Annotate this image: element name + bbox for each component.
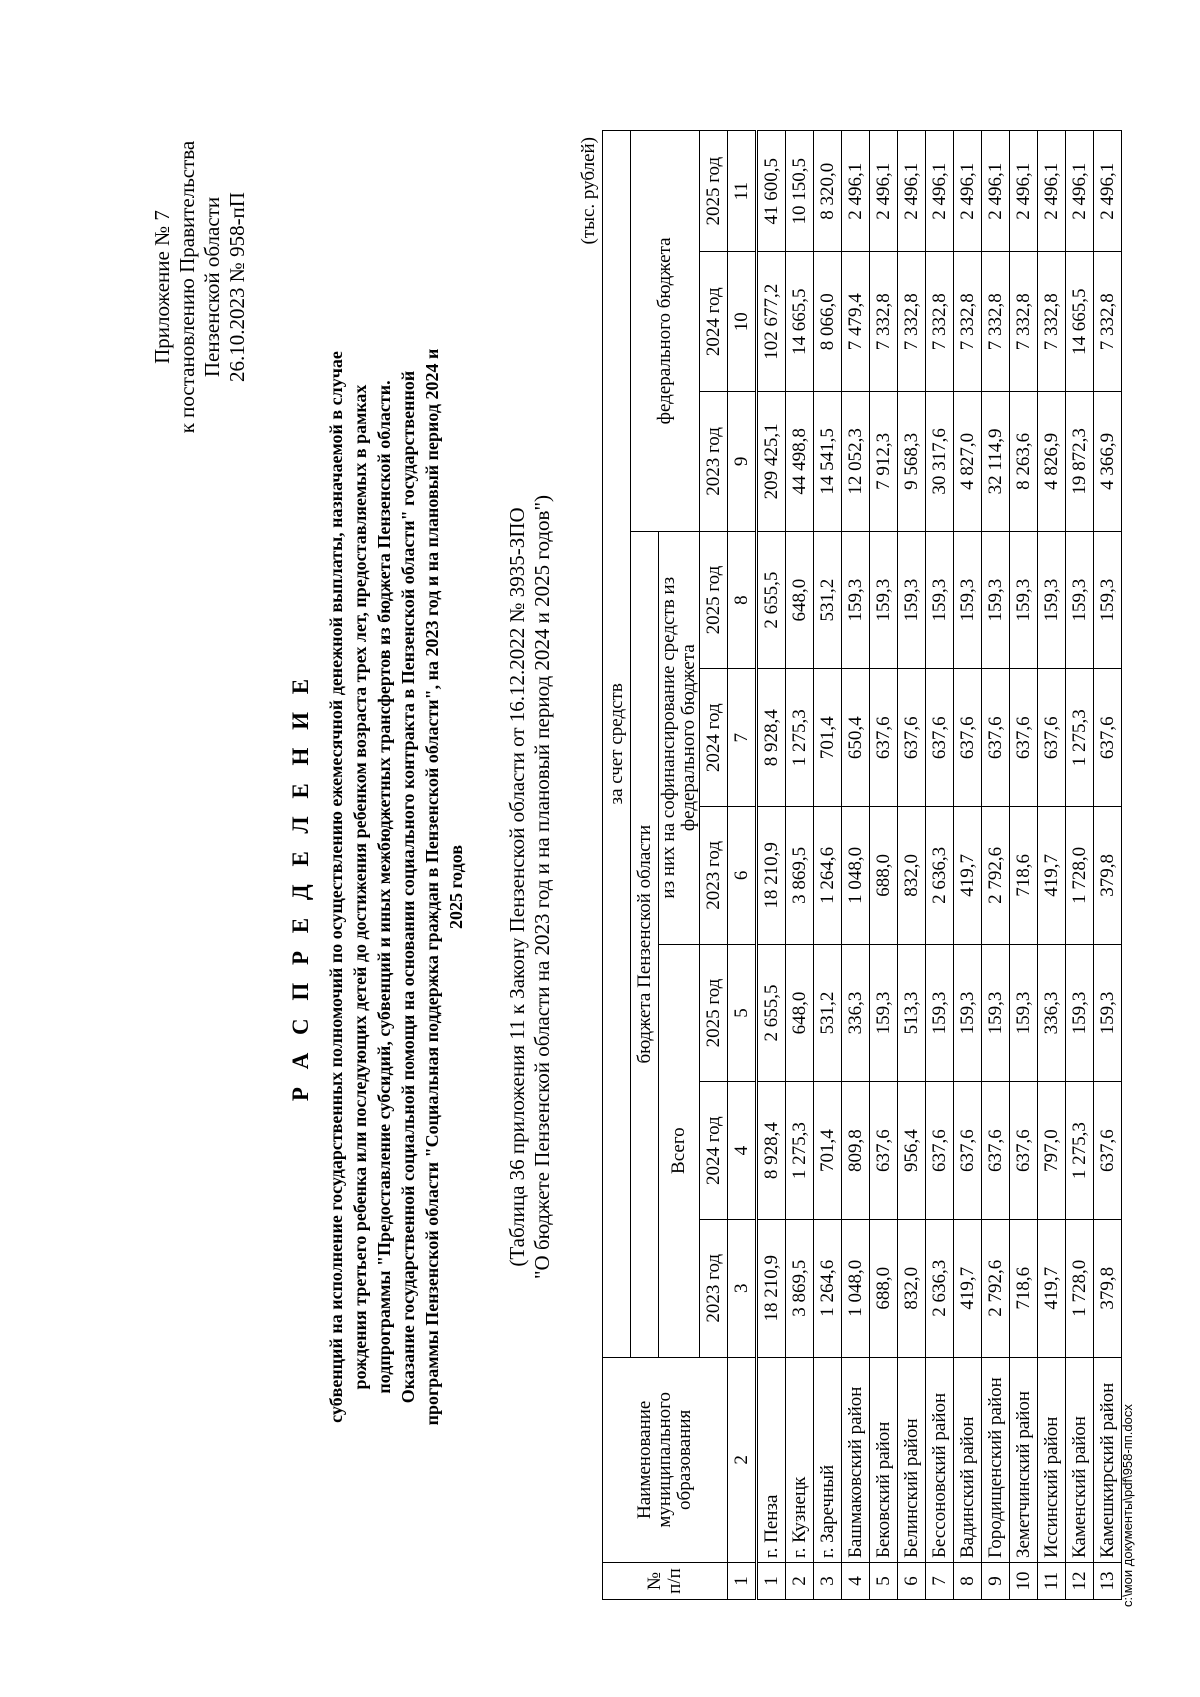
appendix-number: Приложение № 7	[150, 210, 174, 364]
column-number: 5	[728, 944, 757, 1082]
row-number: 1	[757, 1563, 786, 1600]
amount-cell: 637,6	[870, 669, 898, 807]
amount-cell: 7 332,8	[870, 252, 898, 392]
amount-cell: 718,6	[1010, 1219, 1038, 1357]
column-number: 9	[728, 392, 757, 532]
amount-cell: 637,6	[926, 1082, 954, 1220]
title-line: рождения третьего ребенка или последующих детей до достижения ребенком возраста трех лет, предоставляемых в рамках	[350, 384, 370, 1390]
amount-cell: 1 275,3	[786, 1082, 814, 1220]
amount-cell: 2 496,1	[1010, 131, 1038, 252]
amount-cell: 159,3	[1094, 531, 1122, 669]
amount-cell: 2 655,5	[757, 944, 786, 1082]
appendix-header	[150, 127, 250, 447]
law-reference-line: (Таблица 36 приложения 11 к Закону Пензенской области от 16.12.2022 № 3935-ЗПО	[505, 507, 529, 1267]
amount-cell: 419,7	[954, 807, 982, 945]
amount-cell: 7 332,8	[1094, 252, 1122, 392]
amount-cell: 832,0	[898, 1219, 926, 1357]
title-line: Оказание государственной социальной помощи на основании социального контракта в Пензенской области" государственной	[398, 370, 418, 1404]
column-number: 6	[728, 807, 757, 945]
title-line: 2025 годов	[446, 844, 466, 930]
amount-cell: 14 541,5	[814, 392, 842, 532]
amount-cell: 7 912,3	[870, 392, 898, 532]
table-row	[757, 131, 786, 1600]
table-body	[728, 131, 1122, 1600]
amount-cell: 637,6	[982, 1082, 1010, 1220]
table-row	[954, 131, 982, 1600]
amount-cell: 18 210,9	[757, 807, 786, 945]
row-number: 6	[898, 1563, 926, 1600]
header-year: 2024 год	[700, 252, 728, 392]
title-line: субвенций на исполнение государственных полномочий по осуществлению ежемесячной денежной выплаты, назначаемой в случае	[326, 351, 346, 1423]
amount-cell: 797,0	[1038, 1082, 1066, 1220]
table-row	[926, 131, 954, 1600]
amount-cell: 159,3	[1038, 531, 1066, 669]
amount-cell: 336,3	[842, 944, 870, 1082]
amount-cell: 8 928,4	[757, 669, 786, 807]
table-row	[1066, 131, 1094, 1600]
amount-cell: 7 332,8	[954, 252, 982, 392]
amount-cell: 1 275,3	[786, 669, 814, 807]
amount-cell: 419,7	[1038, 807, 1066, 945]
amount-cell: 159,3	[954, 531, 982, 669]
amount-cell: 159,3	[926, 531, 954, 669]
amount-cell: 8 928,4	[757, 1082, 786, 1220]
municipality-name: Бековский район	[870, 1357, 898, 1562]
amount-cell: 19 872,3	[1066, 392, 1094, 532]
amount-cell: 336,3	[1038, 944, 1066, 1082]
amount-cell: 4 366,9	[1094, 392, 1122, 532]
amount-cell: 2 496,1	[1038, 131, 1066, 252]
title-line: программы Пензенской области "Социальная поддержка граждан в Пензенской области", на 2023 год и на плановый период 2024 и	[422, 348, 442, 1426]
table-row	[898, 131, 926, 1600]
amount-cell: 3 869,5	[786, 1219, 814, 1357]
amount-cell: 7 332,8	[1038, 252, 1066, 392]
amount-cell: 14 665,5	[1066, 252, 1094, 392]
amount-cell: 379,8	[1094, 1219, 1122, 1357]
amount-cell: 637,6	[1094, 669, 1122, 807]
column-number: 11	[728, 131, 757, 252]
column-number: 7	[728, 669, 757, 807]
amount-cell: 531,2	[814, 531, 842, 669]
amount-cell: 159,3	[870, 531, 898, 669]
column-number: 10	[728, 252, 757, 392]
appendix-region: Пензенской области	[200, 196, 224, 378]
amount-cell: 159,3	[1066, 944, 1094, 1082]
row-number: 12	[1066, 1563, 1094, 1600]
column-number: 1	[728, 1563, 757, 1600]
amount-cell: 159,3	[954, 944, 982, 1082]
amount-cell: 2 636,3	[926, 807, 954, 945]
header-number: № п/п	[603, 1563, 728, 1600]
amount-cell: 159,3	[1094, 944, 1122, 1082]
amount-cell: 159,3	[898, 531, 926, 669]
table-row	[786, 131, 814, 1600]
header-year: 2025 год	[700, 531, 728, 669]
amount-cell: 809,8	[842, 1082, 870, 1220]
table-row	[1010, 131, 1038, 1600]
title-body	[324, 227, 468, 1547]
amount-cell: 2 496,1	[870, 131, 898, 252]
header-year: 2025 год	[700, 944, 728, 1082]
amount-cell: 637,6	[926, 669, 954, 807]
municipality-name: Башмаковский район	[842, 1357, 870, 1562]
amount-cell: 209 425,1	[757, 392, 786, 532]
amount-cell: 513,3	[898, 944, 926, 1082]
row-number: 4	[842, 1563, 870, 1600]
municipality-name: г. Пенза	[757, 1357, 786, 1562]
amount-cell: 159,3	[1010, 531, 1038, 669]
table-row	[870, 131, 898, 1600]
header-cofinancing: из них на софинансирование средств из федерального бюджета	[659, 531, 700, 944]
amount-cell: 2 792,6	[982, 807, 1010, 945]
amount-cell: 701,4	[814, 1082, 842, 1220]
row-number: 8	[954, 1563, 982, 1600]
amount-cell: 18 210,9	[757, 1219, 786, 1357]
amount-cell: 159,3	[982, 944, 1010, 1082]
header-regional-budget: бюджета Пензенской области	[631, 531, 659, 1357]
amount-cell: 2 496,1	[898, 131, 926, 252]
amount-cell: 637,6	[954, 1082, 982, 1220]
row-number: 10	[1010, 1563, 1038, 1600]
amount-cell: 41 600,5	[757, 131, 786, 252]
amount-cell: 718,6	[1010, 807, 1038, 945]
column-number: 2	[728, 1357, 757, 1562]
row-number: 7	[926, 1563, 954, 1600]
municipality-name: Белинский район	[898, 1357, 926, 1562]
amount-cell: 648,0	[786, 944, 814, 1082]
municipality-name: Вадинский район	[954, 1357, 982, 1562]
amount-cell: 9 568,3	[898, 392, 926, 532]
amount-cell: 8 263,6	[1010, 392, 1038, 532]
column-number: 3	[728, 1219, 757, 1357]
amount-cell: 44 498,8	[786, 392, 814, 532]
amount-cell: 648,0	[786, 531, 814, 669]
table-row	[982, 131, 1010, 1600]
amount-cell: 2 496,1	[1066, 131, 1094, 252]
amount-cell: 4 827,0	[954, 392, 982, 532]
amount-cell: 32 114,9	[982, 392, 1010, 532]
row-number: 3	[814, 1563, 842, 1600]
table-row	[842, 131, 870, 1600]
amount-cell: 637,6	[870, 1082, 898, 1220]
amount-cell: 2 496,1	[926, 131, 954, 252]
municipality-name: г. Кузнецк	[786, 1357, 814, 1562]
amount-cell: 1 048,0	[842, 807, 870, 945]
amount-cell: 419,7	[954, 1219, 982, 1357]
amount-cell: 159,3	[842, 531, 870, 669]
header-municipality: Наименование муниципального образования	[603, 1357, 728, 1562]
amount-cell: 2 496,1	[842, 131, 870, 252]
header-year: 2024 год	[700, 669, 728, 807]
title-line: подпрограммы "Предоставление субсидий, субвенций и иных межбюджетных трансфертов из бюджета Пензенской области.	[374, 380, 394, 1394]
amount-cell: 14 665,5	[786, 252, 814, 392]
amount-cell: 159,3	[870, 944, 898, 1082]
amount-cell: 2 496,1	[954, 131, 982, 252]
units-label: (тыс. рублей)	[578, 137, 599, 245]
column-number-row	[728, 131, 757, 1600]
amount-cell: 688,0	[870, 807, 898, 945]
header-year: 2024 год	[700, 1082, 728, 1220]
header-year: 2023 год	[700, 807, 728, 945]
amount-cell: 4 826,9	[1038, 392, 1066, 532]
header-year: 2023 год	[700, 1219, 728, 1357]
amount-cell: 637,6	[1094, 1082, 1122, 1220]
row-number: 9	[982, 1563, 1010, 1600]
municipality-name: Иссинский район	[1038, 1357, 1066, 1562]
municipality-name: Камешкирский район	[1094, 1357, 1122, 1562]
column-number: 4	[728, 1082, 757, 1220]
amount-cell: 637,6	[982, 669, 1010, 807]
amount-cell: 419,7	[1038, 1219, 1066, 1357]
amount-cell: 159,3	[926, 944, 954, 1082]
header-year: 2023 год	[700, 392, 728, 532]
amount-cell: 10 150,5	[786, 131, 814, 252]
row-number: 2	[786, 1563, 814, 1600]
amount-cell: 637,6	[1010, 1082, 1038, 1220]
amount-cell: 8 320,0	[814, 131, 842, 252]
document-title	[288, 227, 468, 1547]
amount-cell: 832,0	[898, 807, 926, 945]
amount-cell: 7 332,8	[926, 252, 954, 392]
amount-cell: 1 728,0	[1066, 807, 1094, 945]
file-path-footer: c:\мои документы\pdf\958-пп.docx	[1120, 1404, 1135, 1607]
amount-cell: 637,6	[954, 669, 982, 807]
amount-cell: 956,4	[898, 1082, 926, 1220]
distribution-table	[602, 130, 1122, 1600]
amount-cell: 1 264,6	[814, 1219, 842, 1357]
amount-cell: 7 332,8	[898, 252, 926, 392]
appendix-date-number: 26.10.2023 № 958-пП	[225, 192, 249, 382]
amount-cell: 1 275,3	[1066, 1082, 1094, 1220]
amount-cell: 7 332,8	[1010, 252, 1038, 392]
amount-cell: 102 677,2	[757, 252, 786, 392]
header-funds: за счет средств	[603, 131, 631, 1358]
municipality-name: Земетчинский район	[1010, 1357, 1038, 1562]
row-number: 11	[1038, 1563, 1066, 1600]
header-total: Всего	[659, 944, 700, 1357]
amount-cell: 8 066,0	[814, 252, 842, 392]
column-number: 8	[728, 531, 757, 669]
header-year: 2025 год	[700, 131, 728, 252]
amount-cell: 637,6	[898, 669, 926, 807]
table-row	[814, 131, 842, 1600]
amount-cell: 159,3	[1066, 531, 1094, 669]
municipality-name: Городищенский район	[982, 1357, 1010, 1562]
amount-cell: 379,8	[1094, 807, 1122, 945]
law-reference	[505, 377, 555, 1397]
amount-cell: 2 496,1	[1094, 131, 1122, 252]
amount-cell: 1 275,3	[1066, 669, 1094, 807]
title-heading: Р А С П Р Е Д Е Л Е Н И Е	[288, 672, 313, 1102]
row-number: 13	[1094, 1563, 1122, 1600]
table-row	[1038, 131, 1066, 1600]
amount-cell: 30 317,6	[926, 392, 954, 532]
amount-cell: 650,4	[842, 669, 870, 807]
amount-cell: 159,3	[1010, 944, 1038, 1082]
amount-cell: 637,6	[1038, 669, 1066, 807]
amount-cell: 12 052,3	[842, 392, 870, 532]
amount-cell: 637,6	[1010, 669, 1038, 807]
municipality-name: Каменский район	[1066, 1357, 1094, 1562]
appendix-resolution: к постановлению Правительства	[175, 140, 199, 434]
amount-cell: 2 655,5	[757, 531, 786, 669]
municipality-name: г. Заречный	[814, 1357, 842, 1562]
amount-cell: 2 496,1	[982, 131, 1010, 252]
amount-cell: 159,3	[982, 531, 1010, 669]
amount-cell: 7 479,4	[842, 252, 870, 392]
amount-cell: 688,0	[870, 1219, 898, 1357]
law-reference-line: "О бюджете Пензенской области на 2023 год и на плановый период 2024 и 2025 годов")	[530, 494, 554, 1280]
table-row	[1094, 131, 1122, 1600]
amount-cell: 2 792,6	[982, 1219, 1010, 1357]
municipality-name: Бессоновский район	[926, 1357, 954, 1562]
row-number: 5	[870, 1563, 898, 1600]
amount-cell: 3 869,5	[786, 807, 814, 945]
header-federal-budget: федерального бюджета	[631, 131, 700, 532]
amount-cell: 1 728,0	[1066, 1219, 1094, 1357]
amount-cell: 531,2	[814, 944, 842, 1082]
amount-cell: 7 332,8	[982, 252, 1010, 392]
amount-cell: 701,4	[814, 669, 842, 807]
amount-cell: 1 264,6	[814, 807, 842, 945]
amount-cell: 1 048,0	[842, 1219, 870, 1357]
amount-cell: 2 636,3	[926, 1219, 954, 1357]
